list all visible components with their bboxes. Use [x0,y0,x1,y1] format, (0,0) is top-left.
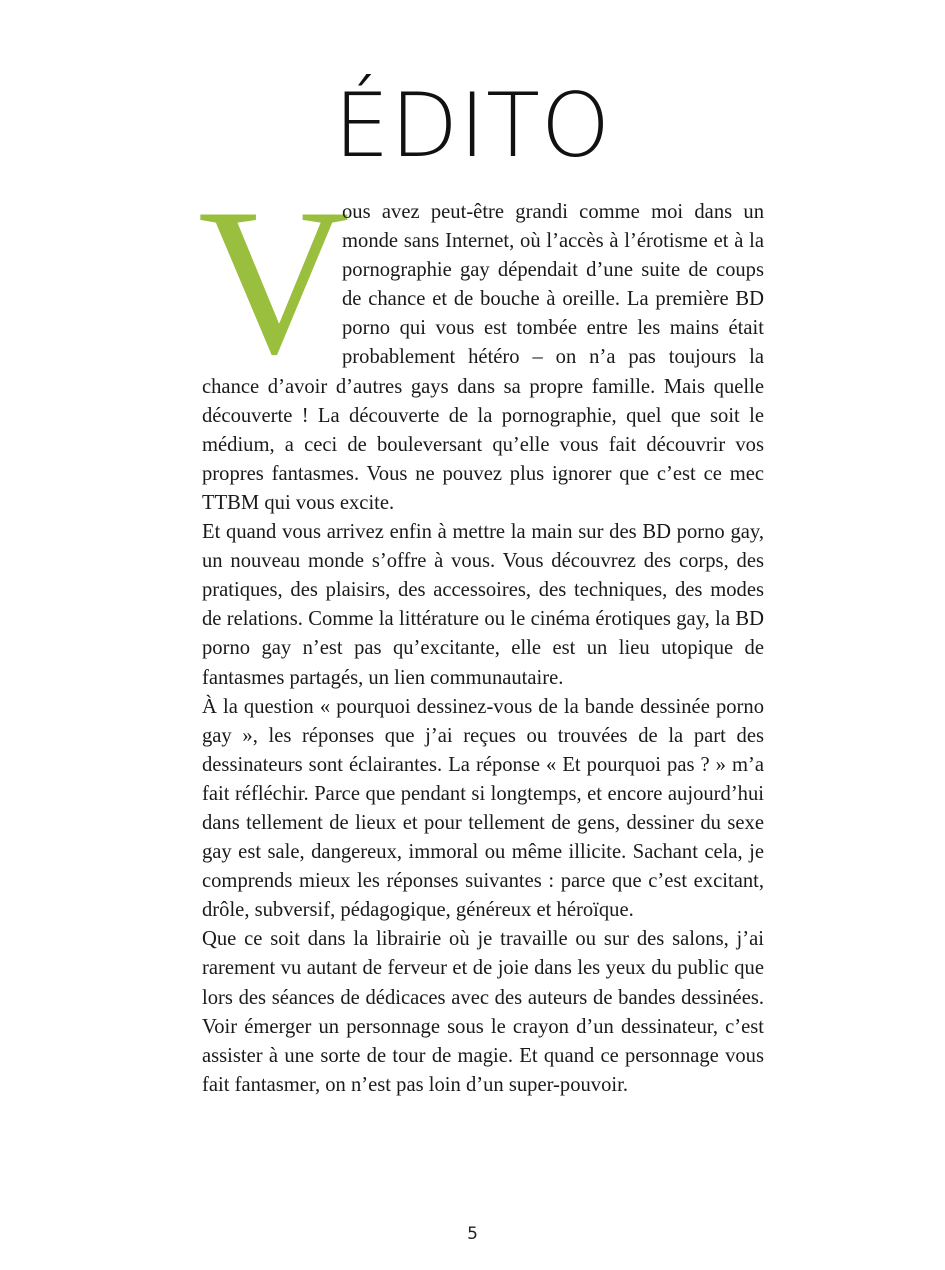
paragraph-3: À la question « pourquoi dessinez-vous de la bande dessinée porno gay », les réponses que j’ai reçues ou trouvées de la part des dessinateurs sont éclairantes. La réponse « Et pourquoi pas ? » m’a fait réfléchir. Parce que pendant si longtemps, et encore aujourd’hui dans tellement de lieux et pour tellement de gens, dessiner du sexe gay est sale, dangereux, immoral ou même illicite. Sachant cela, je comprends mieux les réponses suivantes : parce que c’est excitant, drôle, subversif, pédagogique, généreux et héroïque. [202,695,764,922]
editorial-text [198,166,764,1100]
paragraph-4: Que ce soit dans la librairie où je travaille ou sur des salons, j’ai rarement vu autant de ferveur et de joie dans les yeux du public que lors des séances de dédicaces avec des auteurs de bandes dessinées. Voir émerger un personnage sous le crayon d’un dessinateur, c’est assister à une sorte de tour de magie. Et quand ce personnage vous fait fantasmer, on n’est pas loin d’un super-pouvoir. [202,928,764,1096]
page-number: 5 [467,1224,478,1244]
paragraph-1 [198,166,764,518]
drop-cap: V [198,166,350,398]
page-title: ÉDITO [333,74,612,177]
paragraph-2: Et quand vous arrivez enfin à mettre la main sur des BD porno gay, un nouveau monde s’offre à vous. Vous découvrez des corps, des pratiques, des plaisirs, des accessoires, des techniques, des modes de relations. Comme la littérature ou le cinéma érotiques gay, la BD porno gay n’est pas qu’excitante, elle est un lieu utopique de fantasmes partagés, un lien communautaire. [202,521,764,689]
paragraph-1-text: ous avez peut-être grandi comme moi dans un monde sans Internet, où l’accès à l’érotisme et à la pornographie gay dépendait d’une suite de coups de chance et de bouche à oreille. La première BD porno qui vous est tombée entre les mains était probablement hétéro – on n’a pas toujours la chance d’avoir d’autres gays dans sa propre famille. Mais quelle découverte ! La découverte de la pornographie, quel que soit le médium, a ceci de bouleversant qu’elle vous fait découvrir vos propres fantasmes. Vous ne pouvez plus ignorer que c’est ce mec TTBM qui vous excite. [202,201,764,514]
